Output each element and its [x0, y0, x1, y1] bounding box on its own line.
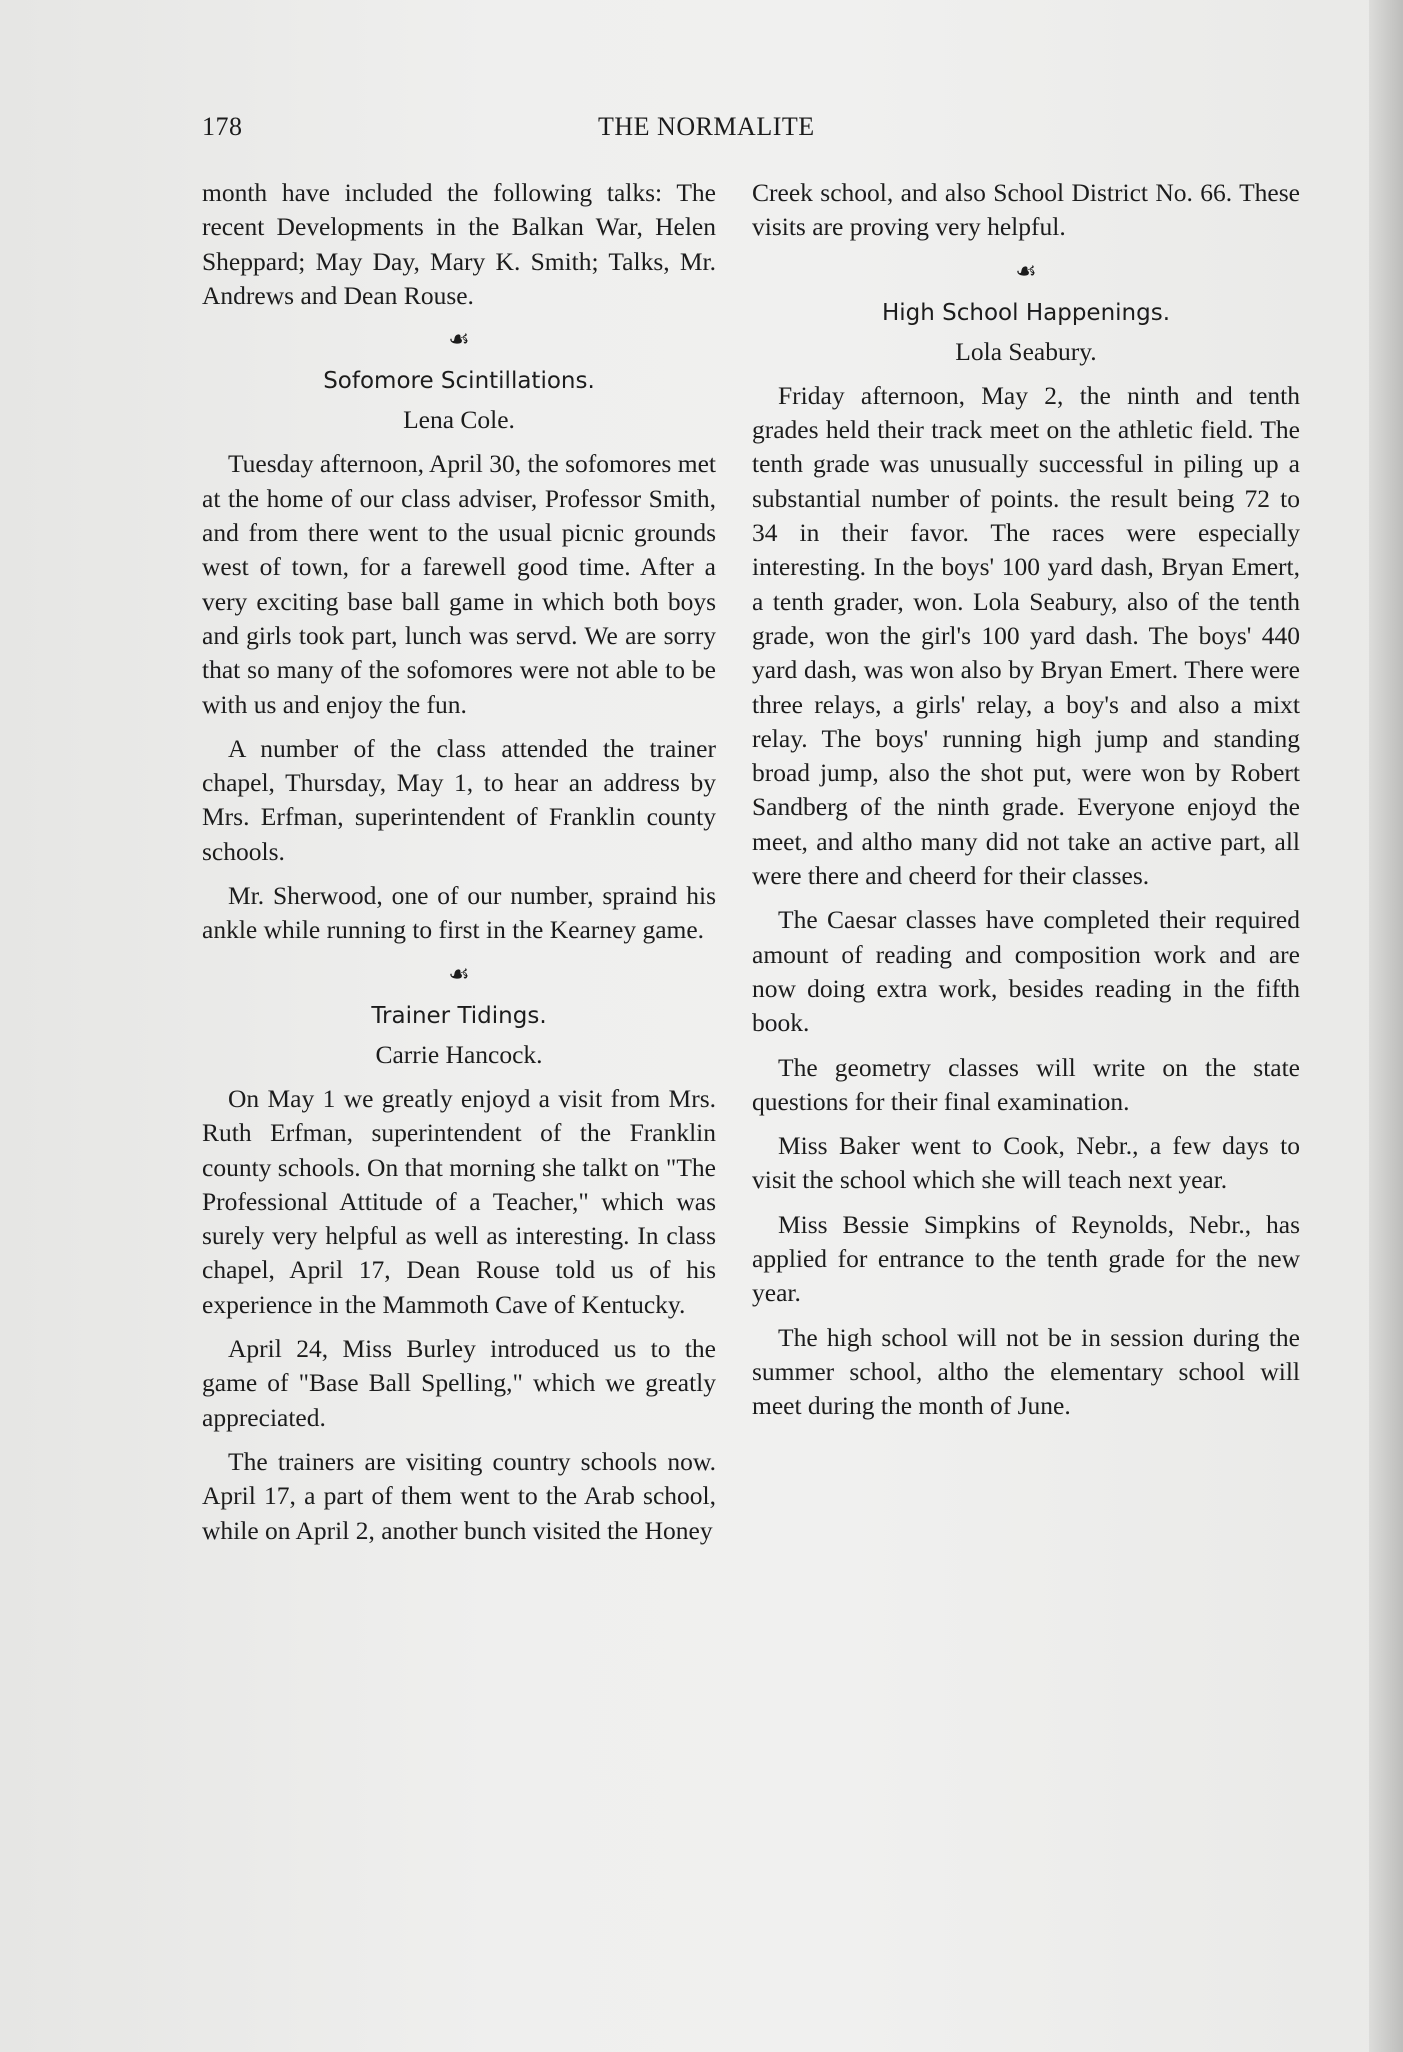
- fleuron-ornament: ☙: [448, 327, 470, 354]
- continued-paragraph: Creek school, and also School District No. 66. These visits are proving very helpful.: [752, 178, 1300, 242]
- byline-high-school: Lola Seabury.: [955, 336, 1097, 366]
- paragraph: The geometry classes will write on the state questions for their final examination.: [752, 1052, 1300, 1116]
- paragraph: April 24, Miss Burley introduced us to the game of "Base Ball Spelling," which we greatly appreciated.: [202, 1334, 716, 1432]
- section-title-sofomore: Sofomore Scintillations.: [323, 368, 595, 395]
- fleuron-ornament: ☙: [1015, 258, 1037, 285]
- paragraph: The trainers are visiting country schools now. April 17, a part of them went to the Arab school, while on April 2, another bunch visited the Honey: [202, 1446, 716, 1545]
- paragraph: Friday afternoon, May 2, the ninth and tenth grades held their track meet on the athletic field. The tenth grade was unusually successful in piling up a substantial number of points. the result being 72 to 34 in their favor. The races were especially interesting. In the boys' 100 yard dash, Bryan Emert, a tenth grader, won. Lola Seabury, also of the tenth grade, won the girl's 100 yard dash. The boys' 440 yard dash, was won also by Bryan Emert. There were three relays, a girls' relay, a boy's and also a mixt relay. The boys' running high jump and standing broad jump, also the shot put, were won by Robert Sandberg of the ninth grade. Everyone enjoyd the meet, and altho many did not take an active part, all were there and cheerd for their classes.: [752, 380, 1300, 891]
- fleuron-ornament: ☙: [448, 961, 470, 988]
- byline-sofomore: Lena Cole.: [403, 405, 515, 435]
- byline-trainer: Carrie Hancock.: [375, 1039, 543, 1069]
- paragraph: On May 1 we greatly enjoyd a visit from Mrs. Ruth Erfman, superintendent of the Franklin county schools. On that morning she talkt on "The Professional Attitude of a Teacher," which was surely very helpful as well as interesting. In class chapel, April 17, Dean Rouse told us of his experience in the Mammoth Cave of Kentucky.: [202, 1083, 716, 1319]
- paragraph: Mr. Sherwood, one of our number, spraind his ankle while running to first in the Kearney game.: [202, 881, 716, 945]
- paragraph: The Caesar classes have completed their required amount of reading and composition work and are now doing extra work, besides reading in the fifth book.: [752, 905, 1300, 1038]
- paragraph: A number of the class attended the trainer chapel, Thursday, May 1, to hear an address by Mrs. Erfman, superintendent of Franklin county schools.: [202, 733, 716, 866]
- paragraph: The high school will not be in session during the summer school, altho the elementary school will meet during the month of June.: [752, 1322, 1300, 1421]
- paragraph: Miss Baker went to Cook, Nebr., a few days to visit the school which she will teach next year.: [752, 1131, 1300, 1195]
- page-number: 178: [202, 112, 243, 141]
- paragraph: Tuesday afternoon, April 30, the sofomores met at the home of our class adviser, Professor Smith, and from there went to the usual picnic grounds west of town, for a farewell good time. After a very exciting base ball game in which both boys and girls took part, lunch was servd. We are sorry that so many of the sofomores were not able to be with us and enjoy the fun.: [202, 449, 716, 719]
- continued-paragraph: month have included the following talks: The recent Developments in the Balkan War, Helen Sheppard; May Day, Mary K. Smith; Talks, Mr. Andrews and Dean Rouse.: [202, 178, 716, 310]
- running-title: THE NORMALITE: [598, 112, 815, 141]
- left-column: [202, 176, 716, 1558]
- right-column: [752, 176, 1300, 1434]
- page-edge-shadow: [1369, 0, 1403, 2052]
- paragraph: Miss Bessie Simpkins of Reynolds, Nebr., has applied for entrance to the tenth grade for the new year.: [752, 1209, 1300, 1308]
- section-title-high-school: High School Happenings.: [881, 299, 1171, 326]
- section-title-trainer: Trainer Tidings.: [371, 1002, 547, 1029]
